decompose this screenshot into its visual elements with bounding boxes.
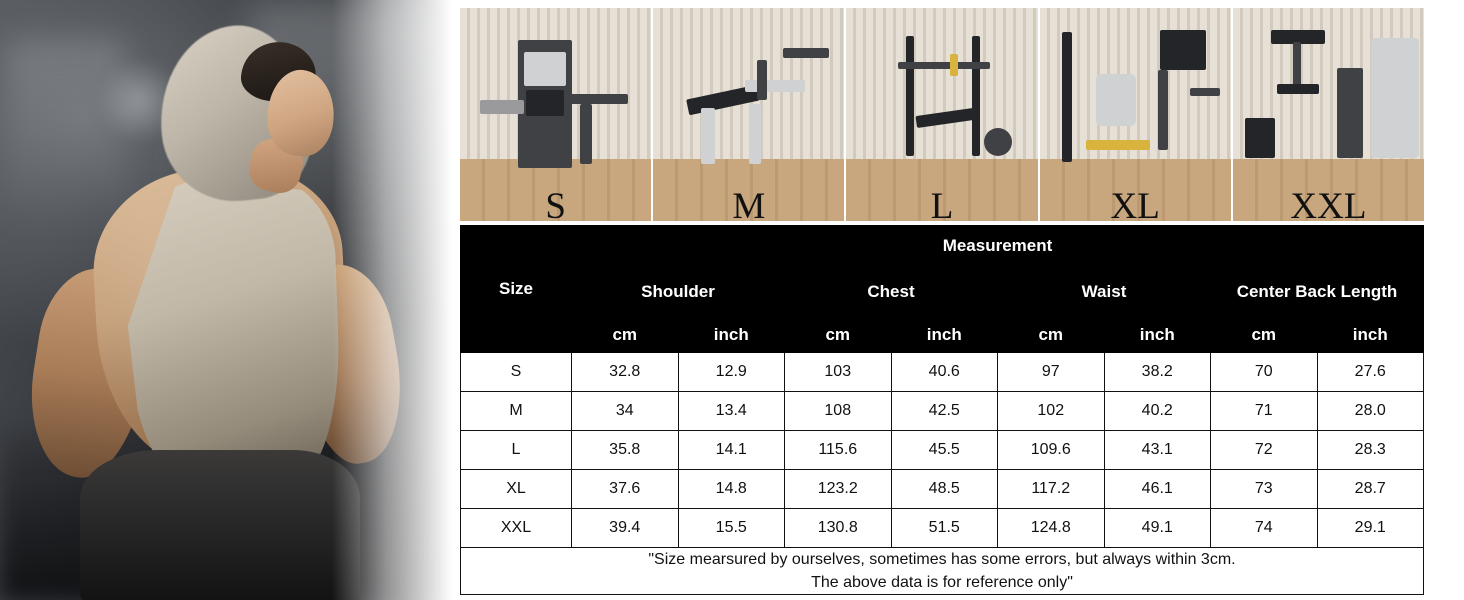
cell-l-chest-inch: 45.5 xyxy=(891,431,998,470)
cell-xxl-cbl-inch: 29.1 xyxy=(1317,509,1424,548)
table-head xyxy=(461,226,1424,353)
size-note-line-2: The above data is for reference only" xyxy=(811,574,1073,592)
size-chart-table xyxy=(460,225,1424,595)
row-size-xxl: XXL xyxy=(461,509,572,548)
cell-l-cbl-inch: 28.3 xyxy=(1317,431,1424,470)
cell-s-shoulder-cm: 32.8 xyxy=(572,353,679,392)
cell-xl-cbl-inch: 28.7 xyxy=(1317,470,1424,509)
size-note xyxy=(461,548,1424,595)
cell-xl-shoulder-cm: 37.6 xyxy=(572,470,679,509)
cell-s-cbl-inch: 27.6 xyxy=(1317,353,1424,392)
cell-m-cbl-cm: 71 xyxy=(1211,392,1318,431)
row-size-s: S xyxy=(461,353,572,392)
header-unit-chest-inch: inch xyxy=(891,318,998,353)
cell-s-waist-inch: 38.2 xyxy=(1104,353,1211,392)
thumbnail-m-label: M xyxy=(732,186,766,221)
table-row xyxy=(461,470,1424,509)
hero-product-photo xyxy=(0,0,452,600)
cell-l-shoulder-cm: 35.8 xyxy=(572,431,679,470)
cell-xxl-shoulder-cm: 39.4 xyxy=(572,509,679,548)
cell-m-chest-cm: 108 xyxy=(785,392,892,431)
table-row xyxy=(461,431,1424,470)
cell-s-chest-inch: 40.6 xyxy=(891,353,998,392)
cell-m-shoulder-cm: 34 xyxy=(572,392,679,431)
table-header-row-units xyxy=(461,318,1424,353)
cell-l-cbl-cm: 72 xyxy=(1211,431,1318,470)
row-size-m: M xyxy=(461,392,572,431)
cell-xxl-waist-inch: 49.1 xyxy=(1104,509,1211,548)
size-panel xyxy=(460,8,1424,592)
header-shoulder: Shoulder xyxy=(572,267,785,318)
header-unit-shoulder-inch: inch xyxy=(678,318,785,353)
thumbnail-s-label: S xyxy=(545,186,566,221)
header-unit-chest-cm: cm xyxy=(785,318,892,353)
cell-l-shoulder-inch: 14.1 xyxy=(678,431,785,470)
header-measurement: Measurement xyxy=(572,226,1424,267)
thumbnail-xl[interactable] xyxy=(1040,8,1231,221)
table-note-row xyxy=(461,548,1424,595)
cell-s-waist-cm: 97 xyxy=(998,353,1105,392)
cell-xxl-chest-cm: 130.8 xyxy=(785,509,892,548)
cell-m-chest-inch: 42.5 xyxy=(891,392,998,431)
table-header-row-measurement xyxy=(461,226,1424,267)
size-note-line-1: "Size mearsured by ourselves, sometimes has some errors, but always within 3cm. xyxy=(648,551,1236,568)
thumbnail-strip xyxy=(460,8,1424,221)
header-unit-cbl-cm: cm xyxy=(1211,318,1318,353)
header-size: Size xyxy=(461,226,572,353)
cell-xl-shoulder-inch: 14.8 xyxy=(678,470,785,509)
header-waist: Waist xyxy=(998,267,1211,318)
cell-xxl-shoulder-inch: 15.5 xyxy=(678,509,785,548)
thumbnail-xxl[interactable] xyxy=(1233,8,1424,221)
cell-l-chest-cm: 115.6 xyxy=(785,431,892,470)
cell-m-waist-cm: 102 xyxy=(998,392,1105,431)
table-row xyxy=(461,509,1424,548)
cell-l-waist-cm: 109.6 xyxy=(998,431,1105,470)
thumbnail-xl-label: XL xyxy=(1110,186,1160,221)
header-unit-cbl-inch: inch xyxy=(1317,318,1424,353)
cell-xxl-cbl-cm: 74 xyxy=(1211,509,1318,548)
thumbnail-s[interactable] xyxy=(460,8,651,221)
header-chest: Chest xyxy=(785,267,998,318)
header-unit-waist-cm: cm xyxy=(998,318,1105,353)
cell-xl-waist-cm: 117.2 xyxy=(998,470,1105,509)
table-row xyxy=(461,392,1424,431)
model-lower-body xyxy=(80,450,360,600)
row-size-xl: XL xyxy=(461,470,572,509)
header-unit-waist-inch: inch xyxy=(1104,318,1211,353)
cell-xl-chest-inch: 48.5 xyxy=(891,470,998,509)
row-size-l: L xyxy=(461,431,572,470)
thumbnail-l[interactable] xyxy=(846,8,1037,221)
header-unit-shoulder-cm: cm xyxy=(572,318,679,353)
cell-l-waist-inch: 43.1 xyxy=(1104,431,1211,470)
cell-s-shoulder-inch: 12.9 xyxy=(678,353,785,392)
thumbnail-m[interactable] xyxy=(653,8,844,221)
cell-xxl-chest-inch: 51.5 xyxy=(891,509,998,548)
cell-xl-chest-cm: 123.2 xyxy=(785,470,892,509)
cell-s-chest-cm: 103 xyxy=(785,353,892,392)
cell-m-waist-inch: 40.2 xyxy=(1104,392,1211,431)
cell-xl-waist-inch: 46.1 xyxy=(1104,470,1211,509)
header-center-back-length: Center Back Length xyxy=(1211,267,1424,318)
thumbnail-xxl-label: XXL xyxy=(1290,186,1367,221)
table-body xyxy=(461,353,1424,595)
hero-fade-gradient xyxy=(332,0,452,600)
table-row xyxy=(461,353,1424,392)
cell-m-shoulder-inch: 13.4 xyxy=(678,392,785,431)
cell-xxl-waist-cm: 124.8 xyxy=(998,509,1105,548)
cell-xl-cbl-cm: 73 xyxy=(1211,470,1318,509)
table-header-row-groups xyxy=(461,267,1424,318)
cell-m-cbl-inch: 28.0 xyxy=(1317,392,1424,431)
thumbnail-l-label: L xyxy=(930,186,954,221)
cell-s-cbl-cm: 70 xyxy=(1211,353,1318,392)
